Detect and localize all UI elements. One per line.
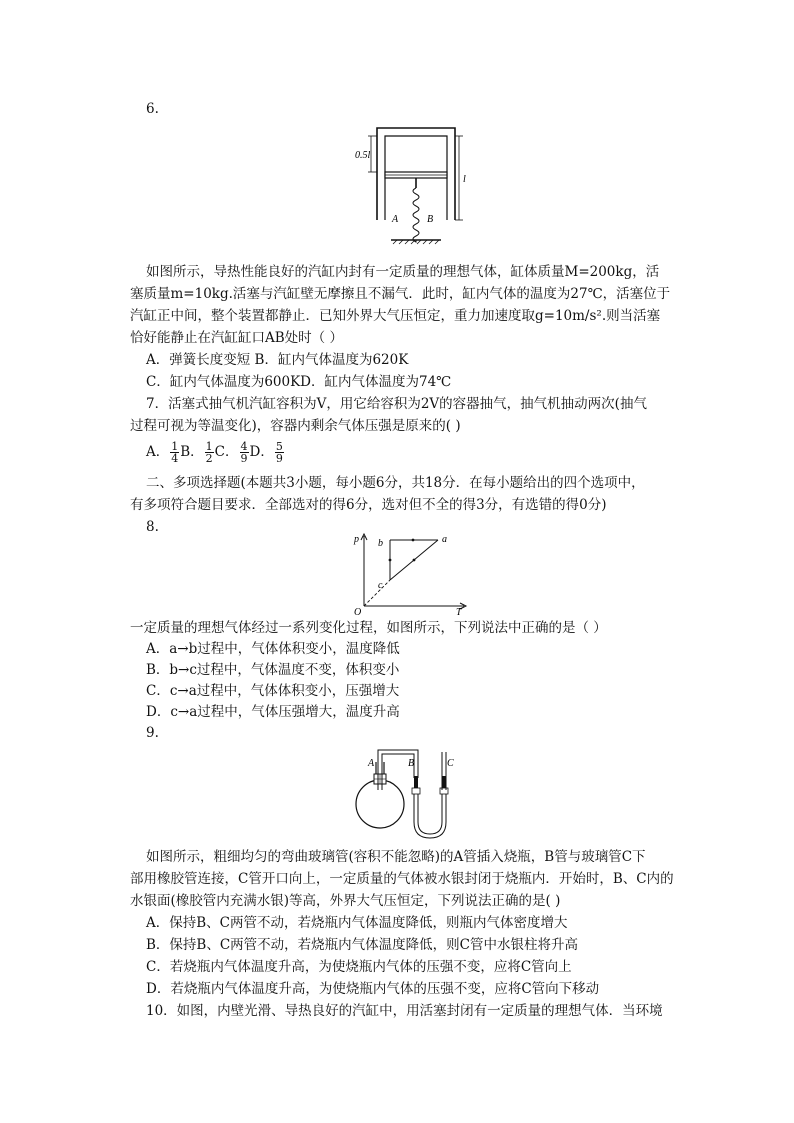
q9-label-c: C — [447, 758, 454, 769]
q6-label-half: 0.5l — [355, 150, 371, 161]
q8-label-o: O — [354, 607, 362, 616]
q8-option-line: C．c→a过程中，气体体积变小，压强增大 — [146, 683, 400, 699]
q7-text-line: 7．活塞式抽气机汽缸容积为V，用它给容积为2V的容器抽气，抽气机抽动两次(抽气 — [146, 396, 647, 412]
q8-number: 8. — [146, 519, 159, 535]
q6-option-line: C．缸内气体温度为600KD．缸内气体温度为74℃ — [146, 374, 452, 390]
q8-option-line: B．b→c过程中，气体温度不变，体积变小 — [146, 662, 400, 678]
q6-text-line: 汽缸正中间，整个装置都静止．已知外界大气压恒定，重力加速度取g=10m/s².则当活塞 — [130, 308, 661, 324]
q9-option-line: A．保持B、C两管不动，若烧瓶内气体温度降低，则瓶内气体密度增大 — [146, 915, 568, 931]
q7-opt-prefix: A． — [146, 444, 170, 460]
q7-fraction: $\frac{1}{4}$ — [171, 440, 179, 465]
q6-text-line: 塞质量m=10kg.活塞与汽缸壁无摩擦且不漏气．此时，缸内气体的温度为27℃，活塞位于 — [130, 286, 671, 302]
q6-option-line: A．弹簧长度变短 B．缸内气体温度为620K — [146, 352, 409, 368]
q6-label-a: A — [392, 214, 399, 225]
q9-option-line: B．保持B、C两管不动，若烧瓶内气体温度降低，则C管中水银柱将升高 — [146, 937, 578, 953]
q9-label-a: A — [368, 758, 375, 769]
q6-number: 6. — [146, 101, 159, 117]
q8-label-c: c — [378, 580, 383, 591]
q9-text-line: 部用橡胶管连接，C管开口向上，一定质量的气体被水银封闭于烧瓶内．开始时，B、C内的 — [130, 871, 674, 887]
q9-text-line: 水银面(橡胶管内充满水银)等高，外界大气压恒定，下列说法正确的是( ) — [130, 893, 561, 909]
q9-option-line: C．若烧瓶内气体温度升高，为使烧瓶内气体的压强不变，应将C管向上 — [146, 959, 572, 975]
section2-heading-line: 有多项符合题目要求．全部选对的得6分，选对但不全的得3分，有选错的得0分) — [130, 497, 607, 513]
q7-fraction: $\frac{4}{9}$ — [240, 440, 248, 465]
q10-text-line: 10．如图，内壁光滑、导热良好的汽缸中，用活塞封闭有一定质量的理想气体．当环境 — [146, 1003, 663, 1019]
q6-cylinder-figure — [355, 126, 475, 250]
q9-text-line: 如图所示，粗细均匀的弯曲玻璃管(容积不能忽略)的A管插入烧瓶，B管与玻璃管C下 — [146, 849, 646, 865]
q8-option-line: D．c→a过程中，气体压强增大，温度升高 — [146, 704, 400, 720]
q8-label-t: T — [456, 607, 462, 616]
q6-text-line: 恰好能静止在汽缸缸口AB处时（ ） — [130, 330, 343, 346]
q8-label-a: a — [442, 534, 447, 545]
q9-label-b: B — [408, 758, 415, 769]
q8-pt-graph — [350, 532, 472, 616]
q8-text-line: 一定质量的理想气体经过一系列变化过程，如图所示，下列说法中正确的是（ ） — [130, 620, 607, 636]
q8-label-b: b — [378, 538, 383, 549]
q7-fraction: $\frac{1}{2}$ — [205, 440, 213, 465]
section2-heading-line: 二、多项选择题(本题共3小题，每小题6分，共18分．在每小题给出的四个选项中， — [146, 475, 645, 491]
q7-options: A． $\frac{1}{4}$ B． $\frac{1}{2}$ C． $\frac{4}{9}$ D． $\frac{5}{9}$ — [146, 440, 283, 465]
q8-option-line: A．a→b过程中，气体体积变小，温度降低 — [146, 641, 400, 657]
q7-text-line: 过程可视为等温变化)，容器内剩余气体压强是原来的( ) — [130, 418, 461, 434]
q8-label-p: p — [354, 534, 359, 545]
q6-label-l: l — [463, 174, 466, 185]
q6-text-line: 如图所示，导热性能良好的汽缸内封有一定质量的理想气体，缸体质量M=200kg，活 — [146, 264, 660, 280]
q9-number: 9. — [146, 725, 159, 741]
q9-option-line: D．若烧瓶内气体温度升高，为使烧瓶内气体的压强不变，应将C管向下移动 — [146, 981, 600, 997]
q7-fraction: $\frac{5}{9}$ — [275, 440, 283, 465]
q9-flask-tube-figure — [350, 742, 470, 842]
q6-label-b: B — [427, 214, 434, 225]
